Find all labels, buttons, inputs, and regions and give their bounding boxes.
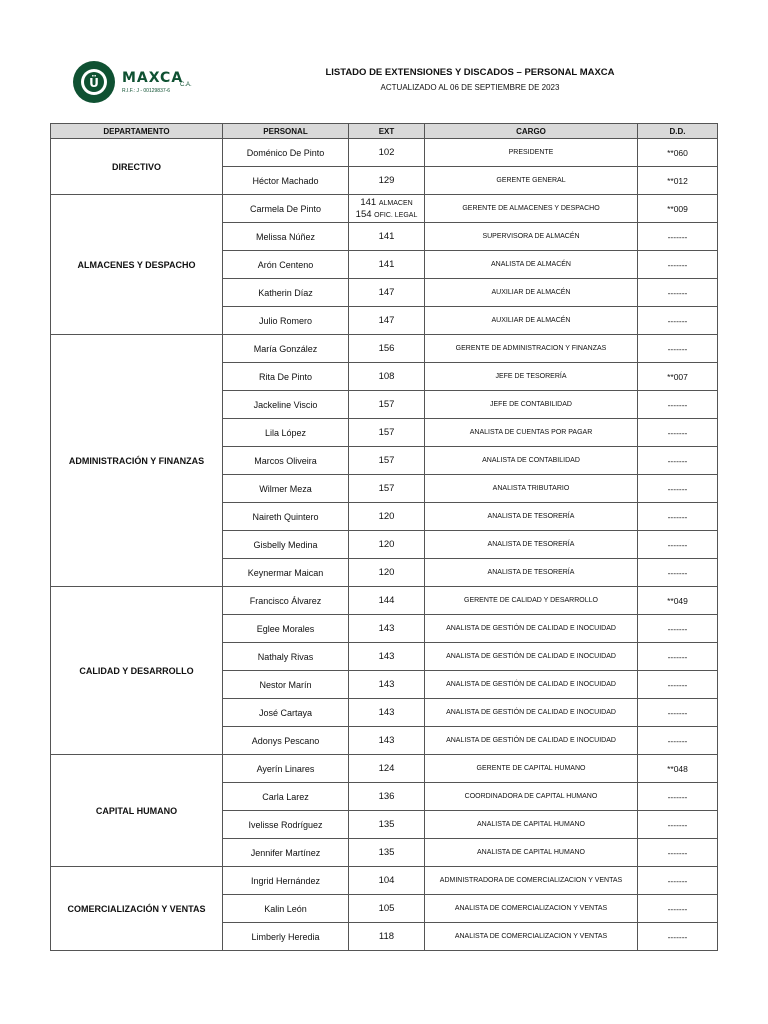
personal-cell: Melissa Núñez — [223, 223, 349, 251]
personal-cell: Francisco Álvarez — [223, 587, 349, 615]
brand-rif: R.I.F.: J - 00129837-6 — [122, 88, 171, 94]
personal-cell: Gisbelly Medina — [223, 531, 349, 559]
extensions-table — [50, 123, 718, 951]
personal-cell: Carla Larez — [223, 783, 349, 811]
department-cell: COMERCIALIZACIÓN Y VENTAS — [51, 867, 223, 951]
dd-cell: ------- — [638, 811, 718, 839]
personal-cell: Rita De Pinto — [223, 363, 349, 391]
ext-cell: 157 — [349, 475, 425, 503]
ext-cell: 108 — [349, 363, 425, 391]
dd-cell: ------- — [638, 531, 718, 559]
personal-cell: Ivelisse Rodríguez — [223, 811, 349, 839]
table-header-row — [51, 124, 718, 139]
dd-cell: ------- — [638, 923, 718, 951]
table-row — [51, 755, 718, 783]
brand-name: MAXCA — [122, 70, 184, 86]
dd-cell: **012 — [638, 167, 718, 195]
personal-cell: Marcos Oliveira — [223, 447, 349, 475]
cargo-cell: ANALISTA DE CAPITAL HUMANO — [425, 811, 638, 839]
ext-label: ALMACEN — [378, 199, 413, 207]
ext-cell — [349, 195, 425, 223]
ext-cell: 120 — [349, 559, 425, 587]
ext-cell: 120 — [349, 503, 425, 531]
cargo-cell: ANALISTA DE GESTIÓN DE CALIDAD E INOCUIDAD — [425, 671, 638, 699]
dd-cell: ------- — [638, 251, 718, 279]
personal-cell: Doménico De Pinto — [223, 139, 349, 167]
personal-cell: Limberly Heredia — [223, 923, 349, 951]
ext-cell: 157 — [349, 391, 425, 419]
personal-cell: Kalin León — [223, 895, 349, 923]
department-cell: ALMACENES Y DESPACHO — [51, 195, 223, 335]
col-header-personal: PERSONAL — [223, 124, 349, 139]
cargo-cell: ANALISTA DE TESORERÍA — [425, 559, 638, 587]
ext-cell: 143 — [349, 727, 425, 755]
brand-suffix: C.A. — [180, 82, 192, 88]
dd-cell: ------- — [638, 727, 718, 755]
dd-cell: ------- — [638, 839, 718, 867]
dd-cell: ------- — [638, 699, 718, 727]
dd-cell: **048 — [638, 755, 718, 783]
department-cell: CALIDAD Y DESARROLLO — [51, 587, 223, 755]
document-title: LISTADO DE EXTENSIONES Y DISCADOS – PERSONAL MAXCA — [325, 67, 615, 78]
ext-cell: 129 — [349, 167, 425, 195]
ext-cell: 143 — [349, 671, 425, 699]
cargo-cell: ANALISTA DE COMERCIALIZACION Y VENTAS — [425, 895, 638, 923]
dd-cell: ------- — [638, 559, 718, 587]
personal-cell: Ayerín Linares — [223, 755, 349, 783]
table-row — [51, 335, 718, 363]
personal-cell: Jennifer Martínez — [223, 839, 349, 867]
personal-cell: José Cartaya — [223, 699, 349, 727]
cargo-cell: PRESIDENTE — [425, 139, 638, 167]
department-cell: CAPITAL HUMANO — [51, 755, 223, 867]
cargo-cell: ANALISTA DE ALMACÉN — [425, 251, 638, 279]
cargo-cell: ANALISTA DE CUENTAS POR PAGAR — [425, 419, 638, 447]
dd-cell: ------- — [638, 475, 718, 503]
cargo-cell: GERENTE DE ALMACENES Y DESPACHO — [425, 195, 638, 223]
department-cell: ADMINISTRACIÓN Y FINANZAS — [51, 335, 223, 587]
cargo-cell: JEFE DE TESORERÍA — [425, 363, 638, 391]
dd-cell: ------- — [638, 223, 718, 251]
ext-cell: 120 — [349, 531, 425, 559]
personal-cell: Adonys Pescano — [223, 727, 349, 755]
cargo-cell: ANALISTA DE CONTABILIDAD — [425, 447, 638, 475]
ext-cell: 135 — [349, 811, 425, 839]
dd-cell: ------- — [638, 335, 718, 363]
ext-cell: 143 — [349, 615, 425, 643]
personal-cell: Lila López — [223, 419, 349, 447]
cargo-cell: ANALISTA DE TESORERÍA — [425, 531, 638, 559]
dd-cell: ------- — [638, 895, 718, 923]
dd-cell: ------- — [638, 671, 718, 699]
personal-cell: Eglee Morales — [223, 615, 349, 643]
cargo-cell: JEFE DE CONTABILIDAD — [425, 391, 638, 419]
table-row — [51, 139, 718, 167]
dd-cell: **007 — [638, 363, 718, 391]
ext-cell: 144 — [349, 587, 425, 615]
dd-cell: ------- — [638, 783, 718, 811]
personal-cell: Nestor Marín — [223, 671, 349, 699]
personal-cell: Naireth Quintero — [223, 503, 349, 531]
maxca-logo-icon — [72, 60, 118, 106]
ext-cell: 157 — [349, 447, 425, 475]
col-header-ext: EXT — [349, 124, 425, 139]
ext-cell: 136 — [349, 783, 425, 811]
dd-cell: ------- — [638, 307, 718, 335]
ext-cell: 143 — [349, 643, 425, 671]
ext-cell: 102 — [349, 139, 425, 167]
dd-cell: **009 — [638, 195, 718, 223]
ext-number: 141 — [360, 196, 377, 208]
ext-line — [349, 209, 424, 221]
cargo-cell: ANALISTA DE GESTIÓN DE CALIDAD E INOCUIDAD — [425, 699, 638, 727]
document-subtitle: ACTUALIZADO AL 06 DE SEPTIEMBRE DE 2023 — [380, 83, 560, 92]
ext-cell: 147 — [349, 279, 425, 307]
cargo-cell: GERENTE DE CAPITAL HUMANO — [425, 755, 638, 783]
ext-cell: 135 — [349, 839, 425, 867]
personal-cell: Carmela De Pinto — [223, 195, 349, 223]
ext-cell: 156 — [349, 335, 425, 363]
personal-cell: Jackeline Viscio — [223, 391, 349, 419]
personal-cell: Katherin Díaz — [223, 279, 349, 307]
cargo-cell: GERENTE DE ADMINISTRACION Y FINANZAS — [425, 335, 638, 363]
ext-line — [349, 197, 424, 209]
dd-cell: ------- — [638, 419, 718, 447]
dd-cell: ------- — [638, 615, 718, 643]
ext-cell: 104 — [349, 867, 425, 895]
cargo-cell: ANALISTA DE COMERCIALIZACION Y VENTAS — [425, 923, 638, 951]
cargo-cell: ANALISTA DE GESTIÓN DE CALIDAD E INOCUIDAD — [425, 727, 638, 755]
dd-cell: ------- — [638, 279, 718, 307]
table-row — [51, 195, 718, 223]
cargo-cell: ANALISTA TRIBUTARIO — [425, 475, 638, 503]
ext-cell: 124 — [349, 755, 425, 783]
svg-text:Ü: Ü — [89, 76, 99, 90]
cargo-cell: ANALISTA DE CAPITAL HUMANO — [425, 839, 638, 867]
personal-cell: Wilmer Meza — [223, 475, 349, 503]
ext-cell: 147 — [349, 307, 425, 335]
cargo-cell: COORDINADORA DE CAPITAL HUMANO — [425, 783, 638, 811]
personal-cell: María González — [223, 335, 349, 363]
dd-cell: ------- — [638, 503, 718, 531]
dd-cell: ------- — [638, 391, 718, 419]
ext-cell: 157 — [349, 419, 425, 447]
cargo-cell: ANALISTA DE GESTIÓN DE CALIDAD E INOCUIDAD — [425, 643, 638, 671]
dd-cell: ------- — [638, 447, 718, 475]
dd-cell: **049 — [638, 587, 718, 615]
ext-label: OFIC. LEGAL — [374, 211, 418, 219]
personal-cell: Ingrid Hernández — [223, 867, 349, 895]
table-row — [51, 867, 718, 895]
cargo-cell: AUXILIAR DE ALMACÉN — [425, 307, 638, 335]
ext-cell: 105 — [349, 895, 425, 923]
dd-cell: ------- — [638, 643, 718, 671]
ext-number: 154 — [355, 208, 372, 220]
cargo-cell: ANALISTA DE TESORERÍA — [425, 503, 638, 531]
cargo-cell: SUPERVISORA DE ALMACÉN — [425, 223, 638, 251]
table-body — [51, 139, 718, 951]
personal-cell: Julio Romero — [223, 307, 349, 335]
col-header-departamento: DEPARTAMENTO — [51, 124, 223, 139]
ext-cell: 141 — [349, 251, 425, 279]
dd-cell: ------- — [638, 867, 718, 895]
ext-cell: 118 — [349, 923, 425, 951]
col-header-cargo: CARGO — [425, 124, 638, 139]
department-cell: DIRECTIVO — [51, 139, 223, 195]
personal-cell: Arón Centeno — [223, 251, 349, 279]
cargo-cell: GERENTE GENERAL — [425, 167, 638, 195]
table-row — [51, 587, 718, 615]
ext-cell: 141 — [349, 223, 425, 251]
dd-cell: **060 — [638, 139, 718, 167]
cargo-cell: GERENTE DE CALIDAD Y DESARROLLO — [425, 587, 638, 615]
col-header-dd: D.D. — [638, 124, 718, 139]
cargo-cell: ANALISTA DE GESTIÓN DE CALIDAD E INOCUIDAD — [425, 615, 638, 643]
personal-cell: Nathaly Rivas — [223, 643, 349, 671]
cargo-cell: AUXILIAR DE ALMACÉN — [425, 279, 638, 307]
personal-cell: Héctor Machado — [223, 167, 349, 195]
ext-cell: 143 — [349, 699, 425, 727]
cargo-cell: ADMINISTRADORA DE COMERCIALIZACION Y VENTAS — [425, 867, 638, 895]
personal-cell: Keynermar Maican — [223, 559, 349, 587]
